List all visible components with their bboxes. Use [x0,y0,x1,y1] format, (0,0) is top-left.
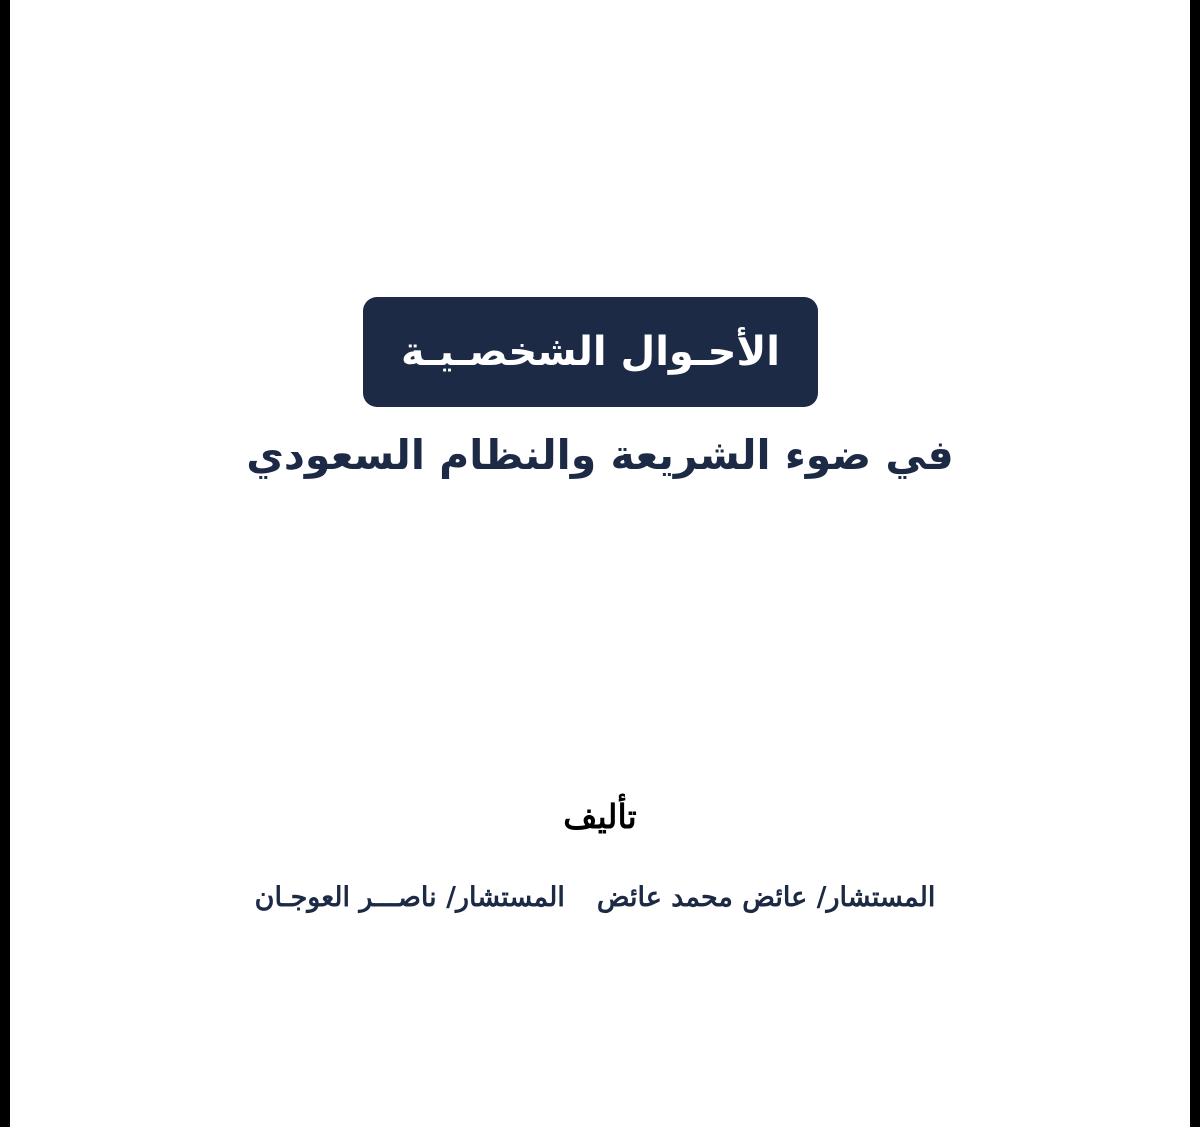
book-title: الأحـوال الشخصـيـة [400,329,781,375]
author-name-2: المستشار/ ناصـــر العوجـان [254,882,565,913]
author-heading: تأليف [563,797,637,836]
left-edge-border [0,0,10,1127]
book-subtitle: في ضوء الشريعة والنظام السعودي [246,431,954,479]
cover-page [10,0,1190,1127]
title-box [363,297,818,407]
author-name-1: المستشار/ عائض محمد عائض [596,882,936,913]
right-edge-border [1190,0,1200,1127]
authors-line [160,876,1030,920]
